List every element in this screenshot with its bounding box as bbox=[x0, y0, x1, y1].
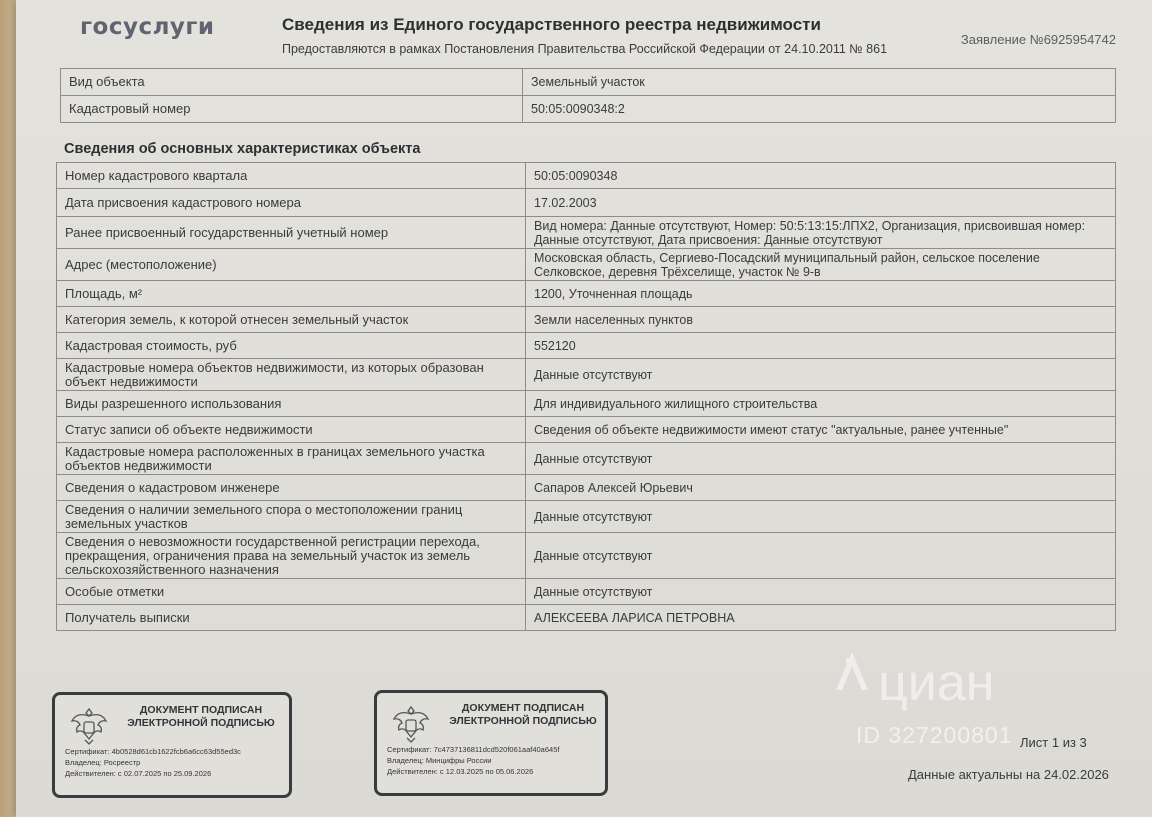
row-label: Ранее присвоенный государственный учетный номер bbox=[57, 217, 526, 249]
row-value: Сведения об объекте недвижимости имеют статус "актуальные, ранее учтенные" bbox=[526, 417, 1116, 443]
row-label: Категория земель, к которой отнесен земельный участок bbox=[57, 307, 526, 333]
table-row bbox=[57, 533, 1116, 579]
document-title: Сведения из Единого государственного реестра недвижимости bbox=[282, 15, 821, 34]
row-label: Получатель выписки bbox=[57, 605, 526, 631]
row-label: Адрес (местоположение) bbox=[57, 249, 526, 281]
row-label: Сведения о кадастровом инженере bbox=[57, 475, 526, 501]
row-value: Данные отсутствуют bbox=[526, 501, 1116, 533]
table-row bbox=[57, 579, 1116, 605]
coat-of-arms-icon bbox=[389, 701, 433, 745]
table-row bbox=[57, 605, 1116, 631]
table-row bbox=[57, 443, 1116, 475]
characteristics-table bbox=[56, 162, 1116, 631]
row-value: 17.02.2003 bbox=[526, 189, 1116, 217]
table-row bbox=[61, 96, 1116, 123]
stamp-validity: Действителен: с 02.07.2025 по 25.09.2026 bbox=[65, 769, 212, 778]
document-subtitle: Предоставляются в рамках Постановления Правительства Российской Федерации от 24.10.2011 № 861 bbox=[282, 42, 888, 56]
row-value: Земельный участок bbox=[523, 69, 1116, 96]
data-actual-date: Данные актуальны на 24.02.2026 bbox=[908, 767, 1109, 782]
cian-watermark-logo bbox=[822, 650, 1032, 722]
row-label: Номер кадастрового квартала bbox=[57, 163, 526, 189]
row-value: 50:05:0090348 bbox=[526, 163, 1116, 189]
watermark-id: ID 327200801 bbox=[856, 722, 1013, 748]
section-title: Сведения об основных характеристиках объекта bbox=[64, 141, 421, 157]
row-label: Кадастровые номера расположенных в границах земельного участка объектов недвижимости bbox=[57, 443, 526, 475]
row-label: Особые отметки bbox=[57, 579, 526, 605]
table-row bbox=[57, 281, 1116, 307]
page-number: Лист 1 из 3 bbox=[1020, 735, 1087, 750]
row-label: Виды разрешенного использования bbox=[57, 391, 526, 417]
row-value: Данные отсутствуют bbox=[526, 443, 1116, 475]
stamp-validity: Действителен: с 12.03.2025 по 05.06.2026 bbox=[387, 767, 534, 776]
row-label: Дата присвоения кадастрового номера bbox=[57, 189, 526, 217]
row-label: Статус записи об объекте недвижимости bbox=[57, 417, 526, 443]
coat-of-arms-icon bbox=[67, 703, 111, 747]
row-value: Данные отсутствуют bbox=[526, 359, 1116, 391]
object-table bbox=[60, 68, 1116, 123]
row-value: 1200, Уточненная площадь bbox=[526, 281, 1116, 307]
row-value: 50:05:0090348:2 bbox=[523, 96, 1116, 123]
gosuslugi-logo: госуслуги bbox=[80, 14, 215, 40]
table-row bbox=[57, 333, 1116, 359]
stamp-title: ДОКУМЕНТ ПОДПИСАН ЭЛЕКТРОННОЙ ПОДПИСЬЮ bbox=[449, 702, 597, 727]
row-value: 552120 bbox=[526, 333, 1116, 359]
row-value: Вид номера: Данные отсутствуют, Номер: 50:5:13:15:ЛПХ2, Организация, присвоившая номер: Данные отсутствуют, Дата присвоения: Данные отсутствуют bbox=[526, 217, 1116, 249]
watermark-brand: циан bbox=[878, 654, 995, 712]
row-label: Сведения о наличии земельного спора о местоположении границ земельных участков bbox=[57, 501, 526, 533]
table-row bbox=[57, 501, 1116, 533]
stamp-title: ДОКУМЕНТ ПОДПИСАН ЭЛЕКТРОННОЙ ПОДПИСЬЮ bbox=[127, 704, 275, 729]
signature-stamp-rosreestr bbox=[52, 692, 292, 798]
row-label: Вид объекта bbox=[61, 69, 523, 96]
stamp-certificate: Сертификат: 4b0528d61cb1622fcb6a6cc63d55ed3c bbox=[65, 747, 241, 756]
table-row bbox=[57, 475, 1116, 501]
table-row bbox=[57, 417, 1116, 443]
application-number: Заявление №6925954742 bbox=[960, 32, 1116, 47]
table-row bbox=[57, 391, 1116, 417]
row-label: Кадастровый номер bbox=[61, 96, 523, 123]
row-value: Данные отсутствуют bbox=[526, 533, 1116, 579]
row-value: Для индивидуального жилищного строительства bbox=[526, 391, 1116, 417]
table-row bbox=[57, 359, 1116, 391]
row-label: Кадастровая стоимость, руб bbox=[57, 333, 526, 359]
stamp-owner: Владелец: Росреестр bbox=[65, 758, 141, 767]
table-row bbox=[57, 163, 1116, 189]
signature-stamp-mincifry bbox=[374, 690, 608, 796]
row-value: АЛЕКСЕЕВА ЛАРИСА ПЕТРОВНА bbox=[526, 605, 1116, 631]
row-label: Сведения о невозможности государственной регистрации перехода, прекращения, ограничения права на земельный участок из земель сельскохозяйственного назначения bbox=[57, 533, 526, 579]
row-label: Кадастровые номера объектов недвижимости, из которых образован объект недвижимости bbox=[57, 359, 526, 391]
table-row bbox=[57, 217, 1116, 249]
stamp-owner: Владелец: Минцифры России bbox=[387, 756, 492, 765]
row-value: Земли населенных пунктов bbox=[526, 307, 1116, 333]
row-label: Площадь, м² bbox=[57, 281, 526, 307]
row-value: Данные отсутствуют bbox=[526, 579, 1116, 605]
row-value: Московская область, Сергиево-Посадский муниципальный район, сельское поселение Селковское, деревня Трёхселище, участок № 9-в bbox=[526, 249, 1116, 281]
table-row bbox=[57, 307, 1116, 333]
table-row bbox=[57, 189, 1116, 217]
stamp-certificate: Сертификат: 7c4737136811dcd520f061aaf40a645f bbox=[387, 745, 560, 754]
table-row bbox=[61, 69, 1116, 96]
row-value: Сапаров Алексей Юрьевич bbox=[526, 475, 1116, 501]
table-row bbox=[57, 249, 1116, 281]
